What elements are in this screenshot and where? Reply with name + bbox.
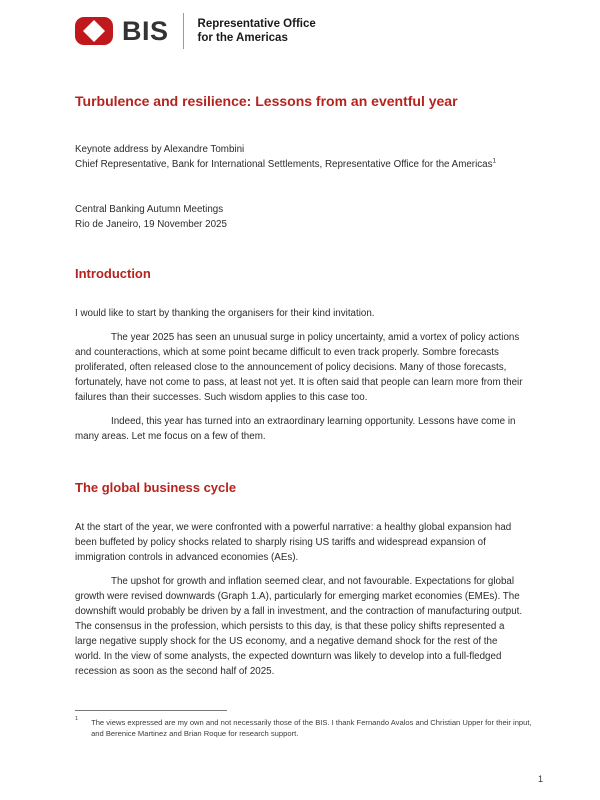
footnote-number: 1 [75,716,79,722]
header-divider [183,13,184,49]
office-name-line2: for the Americas [197,32,288,44]
footnote-ref-marker: 1 [492,157,497,165]
event-info [75,202,525,232]
section-heading-global-business-cycle: The global business cycle [75,480,237,495]
section-heading-introduction: Introduction [75,266,151,281]
event-location-date: Rio de Janeiro, 19 November 2025 [75,219,227,230]
footnote-area [75,710,532,739]
footnote [75,718,532,739]
office-name [198,17,316,46]
footnote-text: The views expressed are my own and not necessarily those of the BIS. I thank Fernando Avalos and Christian Upper for their input, and Berenice Martinez and Brian Roque for research support. [91,718,532,738]
page-number: 1 [537,774,543,784]
office-name-line1: Representative Office [197,17,316,30]
bis-header [75,13,525,49]
byline-role-text: Chief Representative, Bank for International Settlements, Representative Office for the Americas [75,159,493,170]
byline [75,142,525,172]
byline-speaker: Keynote address by Alexandre Tombini [75,144,245,155]
byline-role [75,157,525,172]
paragraph: The upshot for growth and inflation seemed clear, and not favourable. Expectations for global growth were revised downwards (Graph 1.A), particularly for emerging market economies (EMEs). The downshift would probably be driven by a fall in investment, and the contraction of manufacturing output. The consensus in the profession, which persists to this day, is that these policy shifts represented a large negative supply shock for the US economy, and a negative demand shock for the rest of the world. In the view of some analysts, the expected downturn was likely to develop into a full-fledged recession as soon as the second half of 2025. [75,576,523,677]
paragraph: At the start of the year, we were confronted with a powerful narrative: a healthy global expansion had been buffeted by policy shocks related to sharply rising US tariffs and widespread expansion of immigration controls in advanced economies (AEs). [75,522,512,563]
bis-logo-icon [75,17,113,45]
event-name: Central Banking Autumn Meetings [75,204,224,215]
bis-wordmark: BIS [122,15,169,46]
footnote-rule [75,710,227,711]
paragraph: Indeed, this year has turned into an extraordinary learning opportunity. Lessons have come in many areas. Let me focus on a few of them. [75,416,516,442]
document-title: Turbulence and resilience: Lessons from an eventful year [75,93,458,109]
paragraph: The year 2025 has seen an unusual surge in policy uncertainty, amid a vortex of policy actions and counteractions, which at some point became difficult to even track properly. Sombre forecasts proliferated, often released close to the announcement of policy decisions. Many of those forecasts, fortunately, have not come to pass, at least not yet. It is often said that people can learn more from their failures than their successes. Such wisdom applies to this case too. [75,332,523,403]
paragraph: I would like to start by thanking the organisers for their kind invitation. [75,308,375,319]
